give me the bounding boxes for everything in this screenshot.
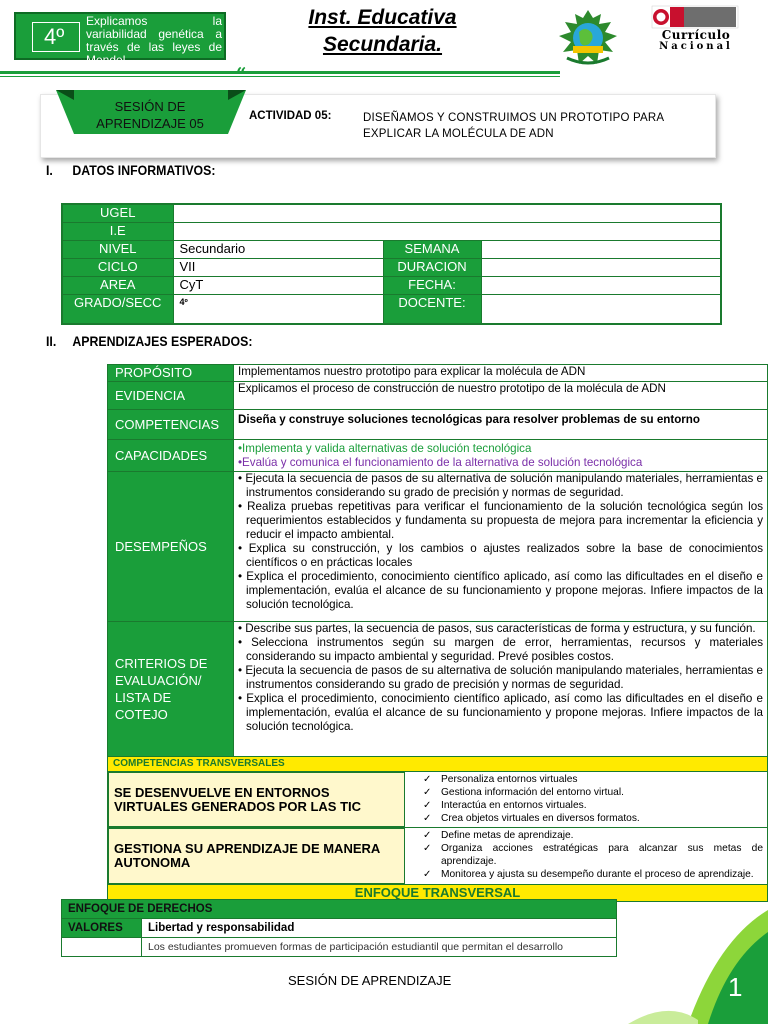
ciclo-value: VII <box>173 258 383 276</box>
desempeno-item: • Explica el procedimiento, conocimiento científico aplicado, así como las dificultades en el diseño e implementación, evalúa el alcance de su funcionamiento y propone mejoras. Infiere impactos de la solución tecnológica. <box>238 570 763 611</box>
desempeno-item: • Realiza pruebas repetitivas para verificar el funcionamiento de la solución tecnológica según los requerimientos establecidos y fundamenta su propuesta de mejora para incrementar la eficiencia y reducir el impacto ambiental. <box>238 500 763 541</box>
docente-label: DOCENTE: <box>383 294 481 324</box>
ct-autonoma-inner <box>108 828 767 884</box>
curriculo-logo-text <box>654 29 738 53</box>
grade-banner <box>14 12 226 67</box>
competencias-value: Diseña y construye soluciones tecnológicas para resolver problemas de su entorno <box>234 410 768 440</box>
criterio-item: • Ejecuta la secuencia de pasos de su alternativa de solución manipulando materiales, herramientas e instrumentos considerando su grado de precisión y normas de seguridad. <box>238 664 763 691</box>
semana-label: SEMANA <box>383 240 481 258</box>
footer-wave-decoration <box>628 880 768 1024</box>
desempenos-label: DESEMPEÑOS <box>108 472 234 622</box>
ct-autonoma-item: ✓ Organiza acciones estratégicas para alcanzar sus metas de aprendizaje. <box>417 842 763 868</box>
ct-autonoma-item: ✓ Define metas de aprendizaje. <box>417 829 763 842</box>
enfoque-transversal-header: ENFOQUE TRANSVERSAL <box>108 885 768 902</box>
fecha-value <box>481 276 721 294</box>
ct-autonoma-label: GESTIONA SU APRENDIZAJE DE MANERA AUTONOMA <box>109 829 405 884</box>
criterios-label: CRITERIOS DE EVALUACIÓN/ LISTA DE COTEJO <box>108 622 234 757</box>
evidencia-value: Explicamos el proceso de construcción de nuestro prototipo de la molécula de ADN <box>234 382 768 410</box>
ct-tic-row <box>108 772 768 828</box>
capacidad-item: •Implementa y valida alternativas de solución tecnológica <box>238 442 532 455</box>
evidencia-label: EVIDENCIA <box>108 382 234 410</box>
aprendizajes-heading-text: APRENDIZAJES ESPERADOS: <box>72 333 253 349</box>
aprendizajes-heading <box>46 333 252 349</box>
school-title: Inst. Educativa Secundaria. <box>308 6 457 56</box>
duracion-value <box>481 258 721 276</box>
criterio-item: • Explica el procedimiento, conocimiento científico aplicado, así como las dificultades en el diseño e implementación, evalúa el alcance de su funcionamiento y propone mejoras. Infiere impactos de la solución tecnológica. <box>238 692 763 733</box>
competencias-label: COMPETENCIAS <box>108 410 234 440</box>
derechos-table <box>61 899 617 957</box>
footer-text: SESIÓN DE APRENDIZAJE <box>288 973 452 988</box>
ct-tic-inner <box>108 772 767 827</box>
desempeno-item: • Explica su construcción, y los cambios o ajustes realizados sobre la base de conocimientos científicos o en prácticas locales <box>238 542 763 569</box>
ct-autonoma-item: ✓ Monitorea y ajusta su desempeño durante el proceso de aprendizaje. <box>417 868 763 881</box>
capacidades-value <box>234 440 768 472</box>
desempenos-value <box>234 472 768 622</box>
capacidades-label: CAPACIDADES <box>108 440 234 472</box>
activity-label: ACTIVIDAD 05: <box>249 110 332 122</box>
page-number: 1 <box>728 972 743 1002</box>
semana-value <box>481 240 721 258</box>
ct-tic-item: ✓ Crea objetos virtuales en diversos formatos. <box>417 812 763 825</box>
ct-tic-item: ✓ Gestiona información del entorno virtual. <box>417 786 763 799</box>
activity-title: DISEÑAMOS Y CONSTRUIMOS UN PROTOTIPO PARA EXPLICAR LA MOLÉCULA DE ADN <box>363 112 664 140</box>
ct-autonoma-row <box>108 828 768 885</box>
grado-label: GRADO/SECC <box>62 294 173 324</box>
ct-tic-label: SE DESENVUELVE EN ENTORNOS VIRTUALES GENERADOS POR LAS TIC <box>109 773 405 827</box>
datos-heading <box>46 162 215 178</box>
aprendizajes-table <box>107 364 768 902</box>
datos-table <box>61 203 722 325</box>
area-label: AREA <box>62 276 173 294</box>
criterio-item: • Selecciona instrumentos según su margen de error, herramientas, recursos y materiales considerando su impacto ambiental y seguridad. Prevé posibles costos. <box>238 636 763 663</box>
session-tag: SESIÓN DE APRENDIZAJE 05 <box>96 99 204 131</box>
area-value: CyT <box>173 276 383 294</box>
ct-autonoma-items <box>405 829 768 884</box>
docente-value <box>481 294 721 324</box>
grado-value: 4º <box>173 294 383 324</box>
school-globe-logo <box>553 8 623 70</box>
ugel-value <box>173 204 721 222</box>
valor-value: Libertad y responsabilidad <box>142 919 617 938</box>
aprendizajes-heading-num: II. <box>46 333 57 349</box>
header-divider-thin <box>0 76 560 77</box>
criterio-item: • Describe sus partes, la secuencia de pasos, sus características de forma y estructura, y su función. <box>238 622 756 635</box>
curriculo-line-2: Nacional <box>659 41 733 52</box>
curriculo-line-1: Currículo <box>661 28 731 42</box>
valores-label: VALORES <box>62 919 142 938</box>
datos-heading-num: I. <box>46 162 53 178</box>
ct-tic-item: ✓ Personaliza entornos virtuales <box>417 773 763 786</box>
fecha-label: FECHA: <box>383 276 481 294</box>
criterios-value <box>234 622 768 757</box>
quote-mark: “ <box>236 64 247 85</box>
derechos-description: Los estudiantes promueven formas de participación estudiantil que permitan el desarrollo <box>142 938 617 957</box>
ciclo-label: CICLO <box>62 258 173 276</box>
nivel-label: NIVEL <box>62 240 173 258</box>
duracion-label: DURACION <box>383 258 481 276</box>
capacidad-item: •Evalúa y comunica el funcionamiento de la alternativa de solución tecnológica <box>238 456 643 469</box>
ie-label: I.E <box>62 222 173 240</box>
proposito-label: PROPÓSITO <box>108 365 234 382</box>
nivel-value: Secundario <box>173 240 383 258</box>
ie-value <box>173 222 721 240</box>
proposito-value: Implementamos nuestro prototipo para explicar la molécula de ADN <box>234 365 768 382</box>
grade-topic: Explicamos la variabilidad genética a través de las leyes de Mendel <box>86 14 222 67</box>
desempeno-item: • Ejecuta la secuencia de pasos de su alternativa de solución manipulando materiales, herramientas e instrumentos considerando su grado de precisión y normas de seguridad. <box>238 472 763 499</box>
derechos-empty-cell <box>62 938 142 957</box>
ct-tic-item: ✓ Interactúa en entornos virtuales. <box>417 799 763 812</box>
derechos-title: ENFOQUE DE DERECHOS <box>62 900 617 919</box>
grade-number: 4º <box>32 22 80 52</box>
competencias-transversales-header: COMPETENCIAS TRANSVERSALES <box>108 757 768 772</box>
header-divider <box>0 71 560 74</box>
datos-heading-text: DATOS INFORMATIVOS: <box>72 162 216 178</box>
ct-tic-items <box>405 773 768 827</box>
ugel-label: UGEL <box>62 204 173 222</box>
